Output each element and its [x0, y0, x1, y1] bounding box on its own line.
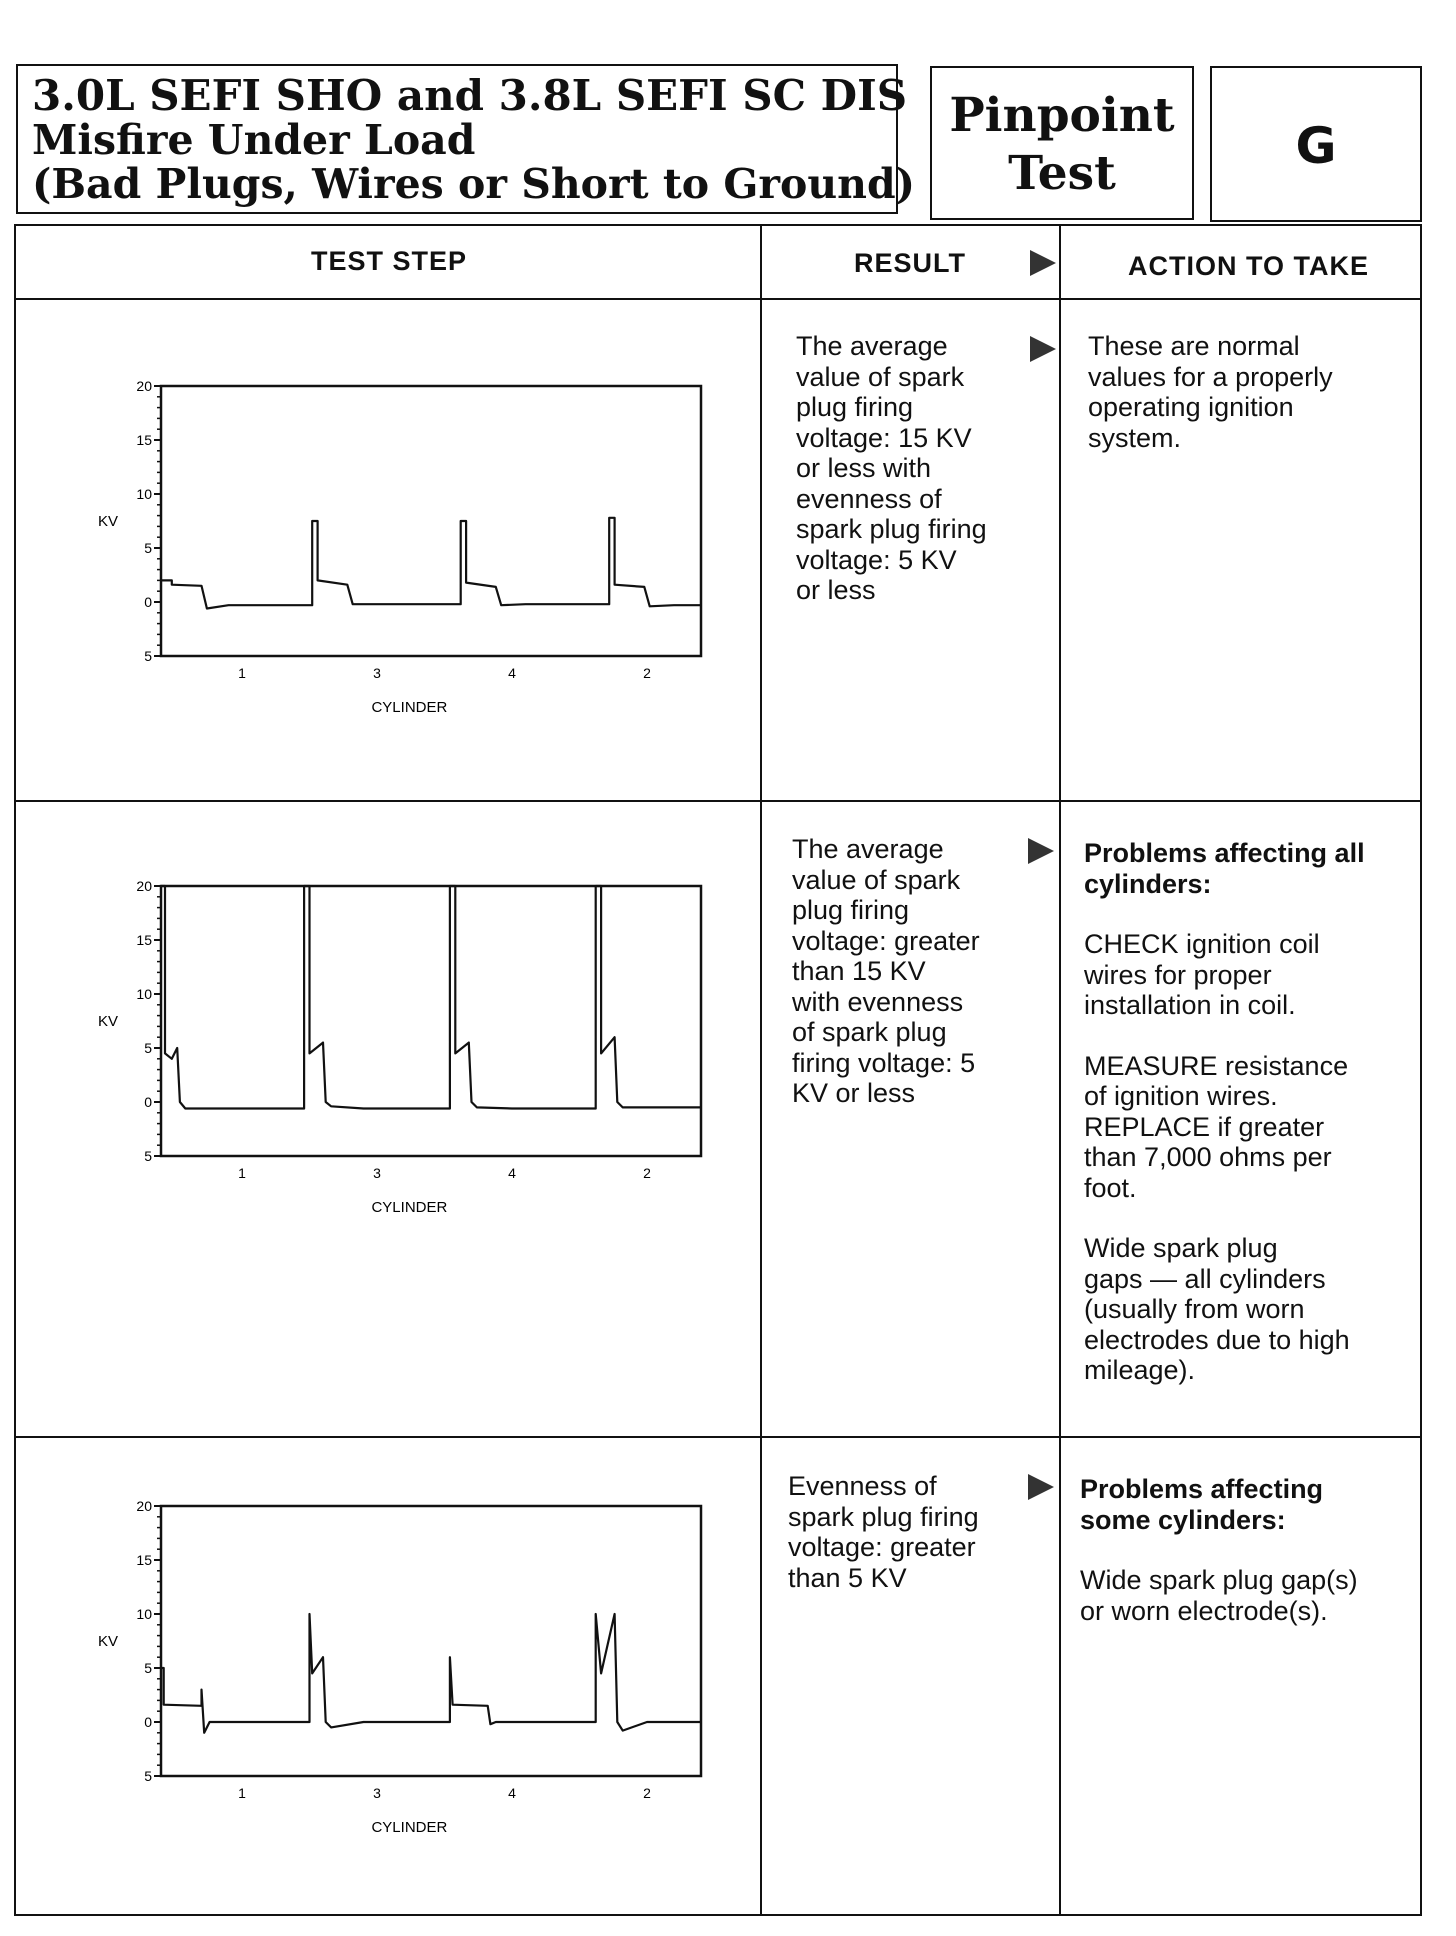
y-tick-label: 15 [136, 1552, 152, 1568]
title-box [16, 64, 916, 214]
result-line: than 5 KV [788, 1562, 907, 1593]
waveform-line [161, 886, 701, 1109]
y-tick-label: 0 [144, 1094, 152, 1110]
result-line: spark plug firing [788, 1501, 979, 1532]
action-line: Wide spark plug gap(s) [1080, 1565, 1358, 1595]
action-heading-line: cylinders: [1084, 868, 1212, 899]
pinpoint-table [14, 224, 1422, 1916]
result-line: than 15 KV [792, 956, 926, 986]
y-tick-label: 10 [136, 1606, 152, 1622]
test-label: Test [1008, 146, 1116, 201]
result-line: plug firing [796, 392, 914, 422]
action-paragraph [1084, 929, 1365, 1021]
x-tick-label: 4 [508, 1165, 516, 1181]
result-text-normal [796, 331, 987, 606]
action-line: of ignition wires. [1084, 1081, 1278, 1111]
result-arrow-icon [1030, 336, 1056, 362]
header-result: RESULT [854, 248, 966, 278]
x-axis-label: CYLINDER [371, 1819, 448, 1836]
x-axis-label: CYLINDER [371, 1199, 448, 1216]
result-line: KV or less [792, 1078, 916, 1108]
x-tick-label: 4 [508, 1785, 516, 1801]
result-line: firing voltage: 5 [792, 1047, 976, 1078]
result-line: voltage: greater [788, 1532, 976, 1562]
y-tick-label: 20 [136, 1498, 152, 1514]
plot-frame [161, 886, 701, 1156]
pinpoint-test-box [930, 66, 1194, 220]
plot-frame [161, 1506, 701, 1776]
action-line: than 7,000 ohms per [1084, 1142, 1332, 1172]
action-line: or worn electrode(s). [1080, 1595, 1328, 1626]
result-arrow-icon [1028, 838, 1054, 864]
result-line: Evenness of [788, 1471, 937, 1501]
action-paragraph [1084, 1051, 1365, 1204]
x-tick-label: 3 [373, 665, 381, 681]
y-tick-label: 0 [144, 1714, 152, 1730]
y-tick-label: 15 [136, 432, 152, 448]
action-line: CHECK ignition coil [1084, 929, 1320, 959]
result-line: The average [796, 331, 948, 361]
waveform-chart-normal [76, 376, 716, 756]
title-line-2: Misfire Under Load [32, 116, 476, 164]
plot-frame [161, 386, 701, 656]
action-line: system. [1088, 422, 1182, 453]
y-tick-label: 10 [136, 486, 152, 502]
action-paragraph [1088, 331, 1333, 453]
result-line: spark plug firing [796, 514, 987, 544]
action-line: foot. [1084, 1172, 1137, 1203]
action-text-normal [1088, 331, 1333, 483]
title-line-3: (Bad Plugs, Wires or Short to Ground) [32, 160, 916, 208]
x-tick-label: 1 [238, 1785, 246, 1801]
header-divider [16, 298, 1420, 300]
result-arrow-icon [1028, 1474, 1054, 1500]
y-axis-label: KV [98, 513, 119, 530]
y-tick-label: 20 [136, 378, 152, 394]
action-line: REPLACE if greater [1084, 1111, 1325, 1142]
result-line: value of spark [792, 864, 961, 895]
y-tick-label: 5 [144, 1660, 152, 1676]
header-test-step: TEST STEP [311, 246, 468, 276]
action-heading-line: Problems affecting all [1084, 838, 1365, 868]
x-tick-label: 1 [238, 1165, 246, 1181]
y-tick-label: 5 [144, 1768, 152, 1784]
header-action: ACTION TO TAKE [1128, 251, 1369, 281]
action-line: operating ignition [1088, 392, 1294, 422]
action-line: MEASURE resistance [1084, 1050, 1349, 1081]
action-line: electrodes due to high [1084, 1324, 1350, 1355]
action-paragraph [1080, 1565, 1358, 1626]
result-line: or less [796, 575, 876, 605]
y-tick-label: 5 [144, 540, 152, 556]
x-tick-label: 2 [643, 665, 651, 681]
waveform-chart-high-all [76, 876, 716, 1256]
action-line: mileage). [1084, 1355, 1196, 1385]
row-divider-2 [16, 1436, 1420, 1438]
action-line: These are normal [1088, 331, 1300, 361]
action-line: installation in coil. [1084, 990, 1296, 1020]
action-line: wires for proper [1084, 959, 1272, 990]
y-tick-label: 15 [136, 932, 152, 948]
result-line: of spark plug [792, 1017, 947, 1047]
action-text-all-cylinders [1084, 838, 1365, 1416]
x-tick-label: 2 [643, 1165, 651, 1181]
x-tick-label: 3 [373, 1785, 381, 1801]
waveform-chart-uneven [76, 1496, 716, 1876]
y-tick-label: 5 [144, 1040, 152, 1056]
test-letter: G [1210, 66, 1422, 222]
x-tick-label: 1 [238, 665, 246, 681]
result-line: voltage: 5 KV [796, 544, 957, 575]
header-arrow-icon [1030, 250, 1056, 276]
waveform-line [161, 1614, 701, 1733]
pinpoint-label: Pinpoint [949, 88, 1175, 143]
result-line: evenness of [796, 483, 942, 514]
action-heading [1084, 838, 1365, 899]
action-paragraph [1084, 1233, 1365, 1386]
result-line: with evenness [792, 986, 964, 1017]
y-axis-label: KV [98, 1013, 119, 1030]
action-line: values for a properly [1088, 361, 1333, 392]
x-tick-label: 2 [643, 1785, 651, 1801]
result-line: plug firing [792, 895, 910, 925]
result-line: value of spark [796, 361, 965, 392]
row-divider-1 [16, 800, 1420, 802]
title-line-1: 3.0L SEFI SHO and 3.8L SEFI SC DIS [32, 71, 908, 120]
action-heading-line: some cylinders: [1080, 1504, 1286, 1535]
y-axis-label: KV [98, 1633, 119, 1650]
action-heading-line: Problems affecting [1080, 1474, 1324, 1504]
y-tick-label: 5 [144, 648, 152, 664]
result-line: or less with [796, 453, 932, 483]
waveform-line [161, 518, 701, 609]
action-line: (usually from worn [1084, 1294, 1305, 1324]
y-tick-label: 10 [136, 986, 152, 1002]
action-text-some-cylinders [1080, 1474, 1358, 1656]
column-divider-result [760, 226, 762, 1914]
column-divider-action [1059, 226, 1061, 1914]
action-heading [1080, 1474, 1358, 1535]
result-line: The average [792, 834, 944, 864]
result-text-high-all [792, 834, 980, 1109]
y-tick-label: 5 [144, 1148, 152, 1164]
action-line: Wide spark plug [1084, 1233, 1278, 1263]
x-tick-label: 3 [373, 1165, 381, 1181]
result-line: voltage: 15 KV [796, 422, 972, 453]
x-axis-label: CYLINDER [371, 699, 448, 716]
y-tick-label: 0 [144, 594, 152, 610]
action-line: gaps — all cylinders [1084, 1263, 1326, 1294]
y-tick-label: 20 [136, 878, 152, 894]
x-tick-label: 4 [508, 665, 516, 681]
result-text-uneven [788, 1471, 979, 1593]
result-line: voltage: greater [792, 925, 980, 956]
